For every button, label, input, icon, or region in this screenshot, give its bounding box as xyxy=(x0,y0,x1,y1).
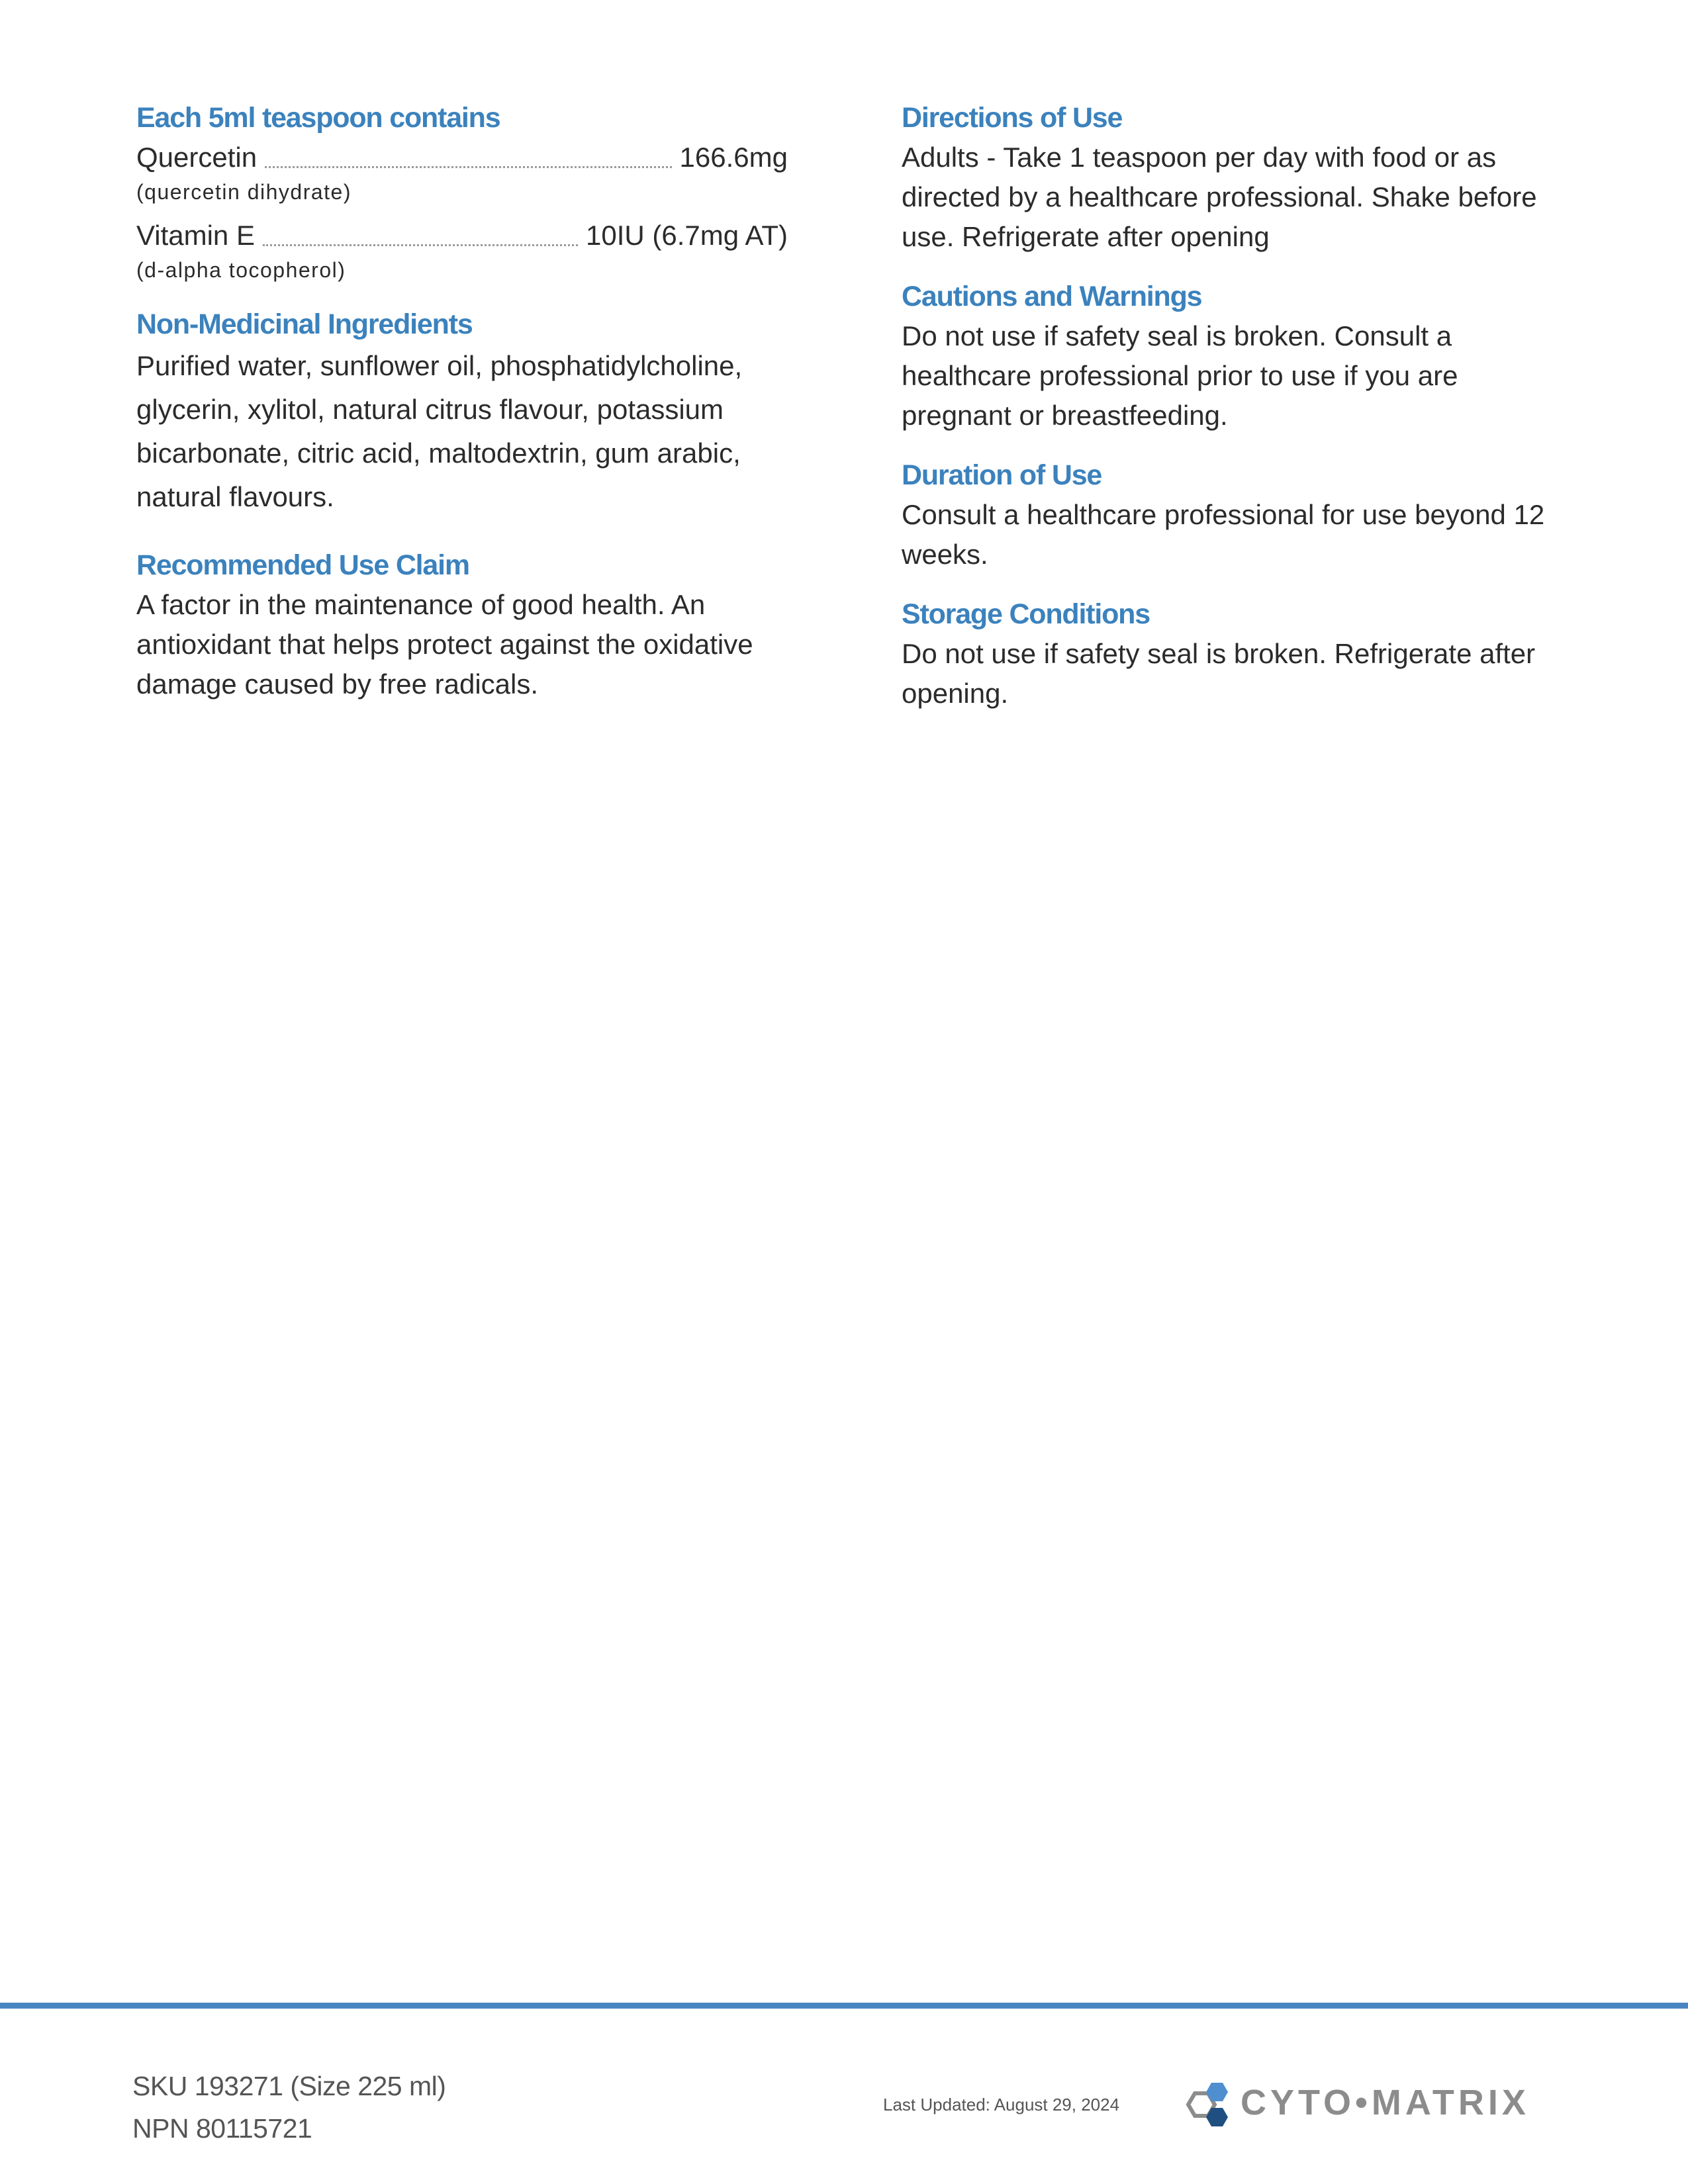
text-line: Do not use if safety seal is broken. Consult a xyxy=(902,320,1452,351)
text-line: damage caused by free radicals. xyxy=(136,668,539,700)
each-teaspoon-heading: Each 5ml teaspoon contains xyxy=(136,102,500,134)
left-column xyxy=(136,98,788,704)
ingredient-name: Quercetin xyxy=(136,142,258,173)
text-line: pregnant or breastfeeding. xyxy=(902,400,1228,431)
text-line: healthcare professional prior to use if you are xyxy=(902,360,1458,391)
text-line: Adults - Take 1 teaspoon per day with food or as xyxy=(902,142,1497,173)
sku-text: SKU 193271 (Size 225 ml) xyxy=(132,2071,446,2101)
ingredient-source: (quercetin dihydrate) xyxy=(136,180,352,204)
ingredient-name: Vitamin E xyxy=(136,220,255,251)
text-line: opening. xyxy=(902,678,1009,709)
cautions-text xyxy=(902,316,1557,435)
ingredient-row-quercetin xyxy=(136,138,788,177)
text-line: A factor in the maintenance of good health. An xyxy=(136,589,706,620)
non-medicinal-heading: Non-Medicinal Ingredients xyxy=(136,308,473,340)
storage-heading: Storage Conditions xyxy=(902,598,1150,630)
cautions-heading: Cautions and Warnings xyxy=(902,281,1202,312)
recommended-use-heading: Recommended Use Claim xyxy=(136,549,469,581)
last-updated-text: Last Updated: August 29, 2024 xyxy=(883,2095,1120,2115)
ingredient-amount: 166.6mg xyxy=(679,142,788,173)
npn-text: NPN 80115721 xyxy=(132,2113,312,2144)
text-line: Do not use if safety seal is broken. Refrigerate after xyxy=(902,638,1536,669)
non-medicinal-text xyxy=(136,344,788,519)
text-line: weeks. xyxy=(902,539,988,570)
footer-divider xyxy=(0,2003,1688,2009)
duration-text xyxy=(902,495,1557,574)
cytomatrix-logo xyxy=(1160,2071,1557,2138)
text-line: use. Refrigerate after opening xyxy=(902,221,1270,252)
text-line: antioxidant that helps protect against the oxidative xyxy=(136,629,753,660)
directions-text xyxy=(902,138,1557,257)
ingredient-amount: 10IU (6.7mg AT) xyxy=(586,220,788,251)
text-line: Purified water, sunflower oil, phosphatidylcholine, xyxy=(136,350,743,381)
text-line: natural flavours. xyxy=(136,481,334,512)
logo-wordmark: CYTO•MATRIX xyxy=(1241,2083,1530,2122)
text-line: directed by a healthcare professional. Shake before xyxy=(902,181,1537,212)
text-line: glycerin, xylitol, natural citrus flavour, potassium xyxy=(136,394,724,425)
footer-product-ids xyxy=(132,2065,445,2150)
dotted-leader xyxy=(265,165,671,168)
right-column xyxy=(902,98,1557,713)
duration-heading: Duration of Use xyxy=(902,459,1102,491)
directions-heading: Directions of Use xyxy=(902,102,1123,134)
text-line: Consult a healthcare professional for use beyond 12 xyxy=(902,499,1545,530)
recommended-use-text xyxy=(136,585,788,704)
text-line: bicarbonate, citric acid, maltodextrin, gum arabic, xyxy=(136,437,741,469)
ingredient-row-vitamin-e xyxy=(136,216,788,255)
ingredient-source: (d-alpha tocopherol) xyxy=(136,258,346,282)
storage-text xyxy=(902,634,1557,713)
dotted-leader xyxy=(263,244,578,246)
